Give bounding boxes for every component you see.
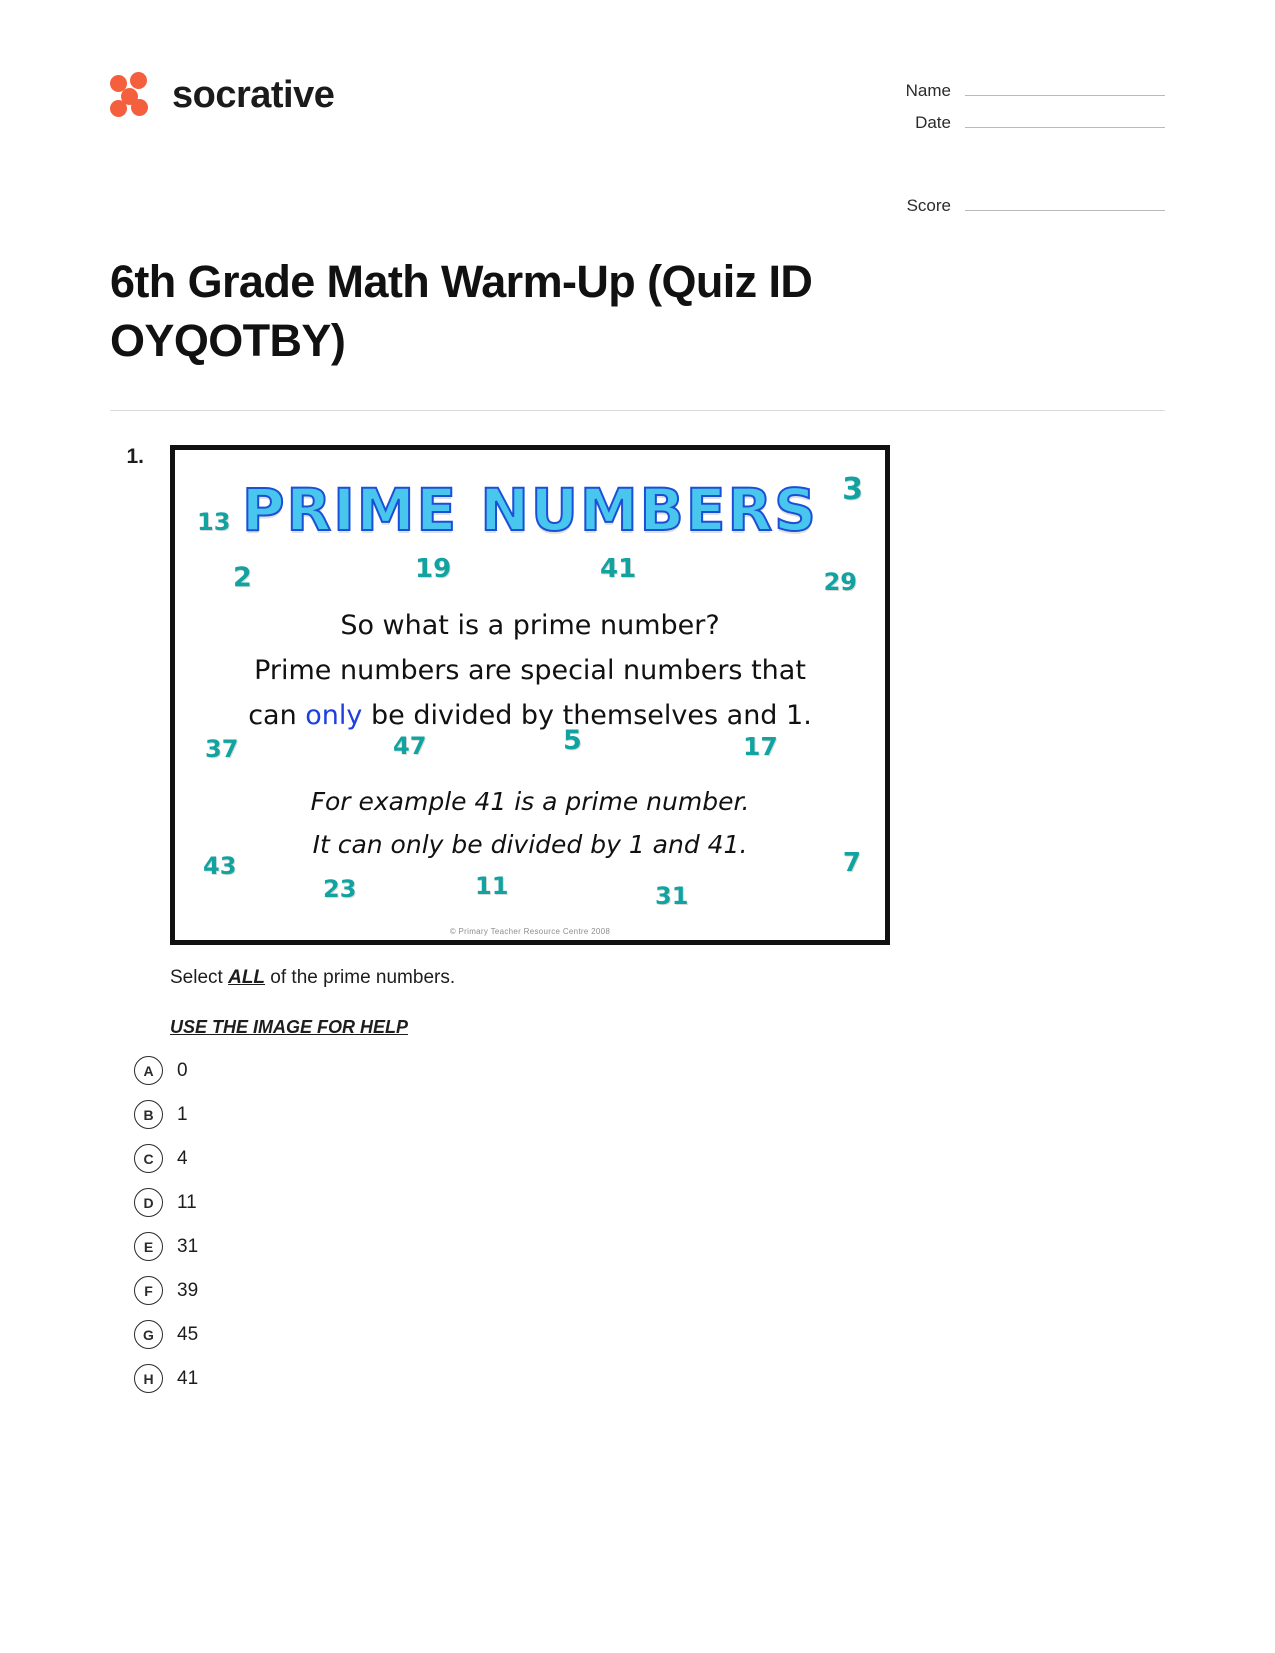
poster-number-17: 17 bbox=[743, 732, 778, 761]
title-block bbox=[110, 253, 870, 370]
poster-number-41: 41 bbox=[600, 554, 637, 584]
option-f[interactable] bbox=[134, 1276, 1165, 1305]
option-bubble-b[interactable]: B bbox=[134, 1100, 163, 1129]
option-label-b: 1 bbox=[177, 1103, 188, 1125]
poster-number-37: 37 bbox=[205, 735, 239, 763]
poster-number-31: 31 bbox=[655, 882, 689, 910]
option-bubble-d[interactable]: D bbox=[134, 1188, 163, 1217]
poster-line-3c: be divided by themselves and 1. bbox=[362, 700, 812, 731]
option-b[interactable] bbox=[134, 1100, 1165, 1129]
poster-number-3: 3 bbox=[842, 472, 863, 507]
prompt-emphasis: ALL bbox=[228, 967, 266, 988]
poster-number-23: 23 bbox=[323, 875, 357, 903]
option-bubble-e[interactable]: E bbox=[134, 1232, 163, 1261]
option-label-c: 4 bbox=[177, 1147, 188, 1169]
prompt-pre: Select bbox=[170, 967, 229, 988]
name-input-line[interactable] bbox=[965, 78, 1165, 96]
option-e[interactable] bbox=[134, 1232, 1165, 1261]
option-label-f: 39 bbox=[177, 1279, 199, 1301]
option-bubble-f[interactable]: F bbox=[134, 1276, 163, 1305]
question-body bbox=[143, 445, 1165, 1408]
header-divider bbox=[110, 410, 1165, 411]
prime-numbers-poster-image bbox=[170, 445, 890, 945]
poster-emphasis-only: only bbox=[305, 700, 363, 731]
poster-line-3 bbox=[175, 700, 885, 731]
option-bubble-g[interactable]: G bbox=[134, 1320, 163, 1349]
score-input-line[interactable] bbox=[965, 193, 1165, 211]
poster-title: PRIME NUMBERS bbox=[242, 476, 818, 544]
option-c[interactable] bbox=[134, 1144, 1165, 1173]
poster-number-2: 2 bbox=[233, 562, 252, 593]
option-a[interactable] bbox=[134, 1056, 1165, 1085]
poster-line-4: For example 41 is a prime number. bbox=[310, 787, 750, 816]
option-label-h: 41 bbox=[177, 1367, 199, 1389]
option-bubble-c[interactable]: C bbox=[134, 1144, 163, 1173]
date-label: Date bbox=[915, 113, 951, 132]
date-field-row bbox=[865, 110, 1165, 133]
answer-options bbox=[143, 1056, 1165, 1393]
option-label-g: 45 bbox=[177, 1323, 199, 1345]
name-label: Name bbox=[905, 81, 951, 100]
poster-number-47: 47 bbox=[393, 732, 427, 760]
poster-line-1: So what is a prime number? bbox=[340, 610, 720, 641]
option-bubble-a[interactable]: A bbox=[134, 1056, 163, 1085]
poster-line-5: It can only be divided by 1 and 41. bbox=[312, 830, 748, 859]
poster-number-5: 5 bbox=[563, 725, 582, 756]
date-input-line[interactable] bbox=[965, 110, 1165, 128]
poster-number-7: 7 bbox=[842, 848, 861, 878]
brand bbox=[110, 72, 334, 118]
page-header bbox=[110, 60, 1165, 225]
option-h[interactable] bbox=[134, 1364, 1165, 1393]
question-prompt bbox=[170, 967, 1165, 989]
option-d[interactable] bbox=[134, 1188, 1165, 1217]
option-label-e: 31 bbox=[177, 1235, 199, 1257]
question-number: 1. bbox=[126, 445, 144, 468]
option-label-d: 11 bbox=[177, 1191, 197, 1213]
poster-number-11: 11 bbox=[475, 872, 509, 900]
option-bubble-h[interactable]: H bbox=[134, 1364, 163, 1393]
name-field-row bbox=[865, 78, 1165, 101]
student-fields bbox=[865, 60, 1165, 225]
poster-number-19: 19 bbox=[415, 554, 452, 584]
page-title: 6th Grade Math Warm-Up (Quiz ID OYQOTBY) bbox=[110, 256, 813, 366]
option-g[interactable] bbox=[134, 1320, 1165, 1349]
poster-number-43: 43 bbox=[203, 852, 237, 880]
option-label-a: 0 bbox=[177, 1059, 188, 1081]
poster-number-29: 29 bbox=[823, 568, 857, 596]
poster-credit: © Primary Teacher Resource Centre 2008 bbox=[449, 927, 611, 936]
score-label: Score bbox=[906, 196, 951, 215]
socrative-logo-icon bbox=[110, 72, 156, 118]
poster-number-13: 13 bbox=[197, 508, 231, 536]
question-1 bbox=[110, 445, 1165, 1408]
poster-line-2: Prime numbers are special numbers that bbox=[254, 655, 806, 686]
help-note: USE THE IMAGE FOR HELP bbox=[170, 1017, 409, 1037]
prompt-post: of the prime numbers. bbox=[265, 967, 456, 988]
brand-name: socrative bbox=[172, 73, 335, 116]
score-field-row bbox=[865, 193, 1165, 216]
poster-line-3a: can bbox=[248, 700, 306, 731]
